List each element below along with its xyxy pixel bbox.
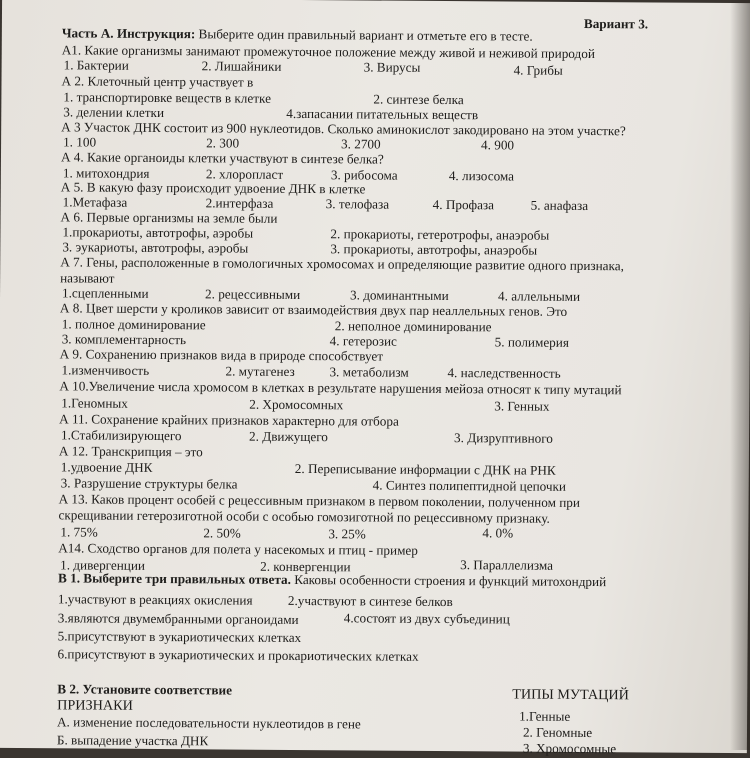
part-a-title: Часть А. [61, 25, 114, 41]
b1-text: Каковы особенности строения и функций митохондрий [290, 571, 607, 590]
question-a2: А 2. Клеточный центр участвует в [61, 73, 254, 90]
question-b2-title: В 2. Установите соответствие [57, 681, 233, 698]
option: 4.запасании питательных веществ [286, 105, 479, 123]
option: 1.удвоение ДНК [60, 459, 153, 475]
option: 3. рибосома [330, 167, 398, 183]
option: 3. Параллелизма [460, 557, 554, 573]
option: 3. эукариоты, автотрофы, аэробы [62, 239, 249, 256]
option: 1. митохондрия [62, 165, 150, 181]
option: 2. мутагенез [225, 363, 295, 379]
option: 2. конвергенции [260, 558, 351, 575]
option: 1. полное доминирование [61, 316, 206, 333]
question-a13-cont: скрещивании гетерозиготной особи с особью гомозиготной по рецессивному признаку. [58, 507, 550, 526]
option: 4. наследственность [447, 365, 561, 381]
option: 3. Разрушение структуры белка [60, 475, 238, 492]
option: 1.участвуют в реакциях окисления [57, 591, 253, 608]
feature-row: Б. выпадение участка ДНК [56, 732, 209, 749]
question-a7: А 7. Гены, расположенные в гомологичных хромосомах и определяющие развитие одного признака, [60, 254, 624, 274]
question-a9: А 9. Сохранению признаков вида в природе способствует [59, 346, 384, 364]
question-a12: А 12. Транскрипция – это [58, 443, 203, 460]
option: 4. аллельными [497, 288, 581, 304]
option: 2. Лишайники [201, 58, 282, 74]
option: 3. делении клетки [63, 104, 165, 121]
option: 3. Дизруптивного [453, 430, 553, 446]
option: 2. Переписывание информации с ДНК на РНК [294, 460, 556, 478]
question-a6: А 6. Первые организмы на земле были [60, 209, 278, 226]
option: 1.изменчивость [61, 362, 150, 378]
feature-row: А. изменение последовательности нуклеотидов в гене [56, 714, 361, 732]
option: 4. гетерозис [329, 333, 397, 349]
option: 4. Грибы [513, 62, 563, 78]
question-a10: А 10.Увеличение числа хромосом в клетках в результате нарушения мейоза относят к типу мутаций [59, 378, 622, 398]
instruction-text: Выберите один правильный вариант и отметьте его в тесте. [195, 26, 533, 44]
option: 3. доминантными [349, 287, 449, 304]
option: 2. Хромосомных [249, 396, 344, 413]
option: 1.сцепленными [61, 285, 149, 301]
option: 2.интерфаза [205, 195, 274, 211]
question-a7-cont: называют [60, 270, 115, 286]
option: 1.Стабилизирующего [61, 427, 182, 444]
option: 2. рецессивными [204, 286, 301, 303]
question-a11: А 11. Сохранение крайних признаков характерно для отбора [59, 411, 399, 429]
mutation-types-header: ТИПЫ МУТАЦИЙ [512, 686, 629, 704]
option: 3. 25% [328, 526, 366, 542]
option: 1.Метафаза [62, 194, 128, 210]
option: 1.прокариоты, автотрофы, аэробы [62, 224, 254, 241]
option: 3. прокариоты, автотрофы, анаэробы [330, 241, 538, 258]
question-a8: А 8. Цвет шерсти у кроликов зависит от взаимодействия двух пар неаллельных генов. Это [59, 300, 568, 319]
option: 1. транспортировке веществ в клетке [63, 89, 272, 106]
option: 2. Движущего [248, 428, 328, 445]
question-a13: А 13. Каков процент особей с рецессивным признаком в первом поколении, полученном при [58, 491, 581, 510]
option: 4.состоят из двух субъединиц [343, 610, 510, 627]
question-a5: А 5. В какую фазу происходит удвоение ДНК в клетке [60, 179, 366, 197]
option: 2. хлоропласт [205, 166, 284, 182]
features-header: ПРИЗНАКИ [57, 697, 133, 714]
option: 2. прокариоты, гетеротрофы, анаэробы [330, 226, 550, 243]
question-a4: А 4. Какие органоиды клетки участвуют в синтезе белка? [60, 149, 384, 167]
question-a14: А14. Сходство органов для полета у насекомых и птиц - пример [58, 540, 418, 558]
option: 4. Профаза [432, 196, 495, 213]
option: 3. метаболизм [329, 364, 409, 380]
option: 1. 100 [63, 134, 97, 150]
option: 4. 0% [482, 525, 514, 541]
option: 2. 300 [206, 135, 240, 151]
option: 5.присутствуют в эукариотических клетках [57, 628, 302, 646]
question-b1 [58, 570, 606, 590]
option: 3. Вирусы [363, 59, 421, 75]
instruction-label: Инструкция: [116, 25, 196, 42]
option: 1. Бактерии [63, 57, 129, 73]
option: 5. анафаза [530, 197, 589, 214]
option: 1. дивергенции [60, 557, 146, 573]
option: 6.присутствуют в эукариотических и прокариотических клетках [57, 646, 419, 664]
option: 2. неполное доминирование [334, 318, 492, 335]
option: 3. комплементарность [61, 331, 187, 348]
option: 2.участвуют в синтезе белков [287, 592, 453, 610]
option: 2. 50% [203, 525, 241, 541]
page-edge-shadow [730, 0, 750, 750]
option: 3.являются двумембранными органоидами [57, 610, 299, 627]
question-a3: А 3 Участок ДНК состоит из 900 нуклеотидов. Сколько аминокислот закодировано на этом участке? [61, 119, 626, 139]
part-a-instruction [62, 25, 533, 44]
option: 1. 75% [60, 524, 98, 540]
mutation-type: 3. Хромосомные [522, 740, 617, 757]
option: 4. лизосома [448, 168, 515, 184]
mutation-type: 2. Геномные [522, 724, 593, 741]
option: 2. синтезе белка [373, 91, 464, 108]
mutation-type: 1.Генные [519, 708, 571, 724]
option: 4. Синтез полипептидной цепочки [372, 477, 567, 494]
variant-label: Вариант 3. [583, 15, 649, 32]
question-a1: А1. Какие организмы занимают промежуточное положение между живой и неживой природой [61, 42, 595, 62]
b1-title: В 1. Выберите три правильных ответа. [58, 570, 291, 587]
option: 4. 900 [481, 137, 515, 153]
option: 3. телофаза [325, 196, 390, 212]
option: 3. Генных [494, 398, 550, 414]
option: 5. полимерия [494, 334, 569, 350]
option: 3. 2700 [341, 136, 381, 152]
option: 1.Геномных [61, 395, 128, 411]
